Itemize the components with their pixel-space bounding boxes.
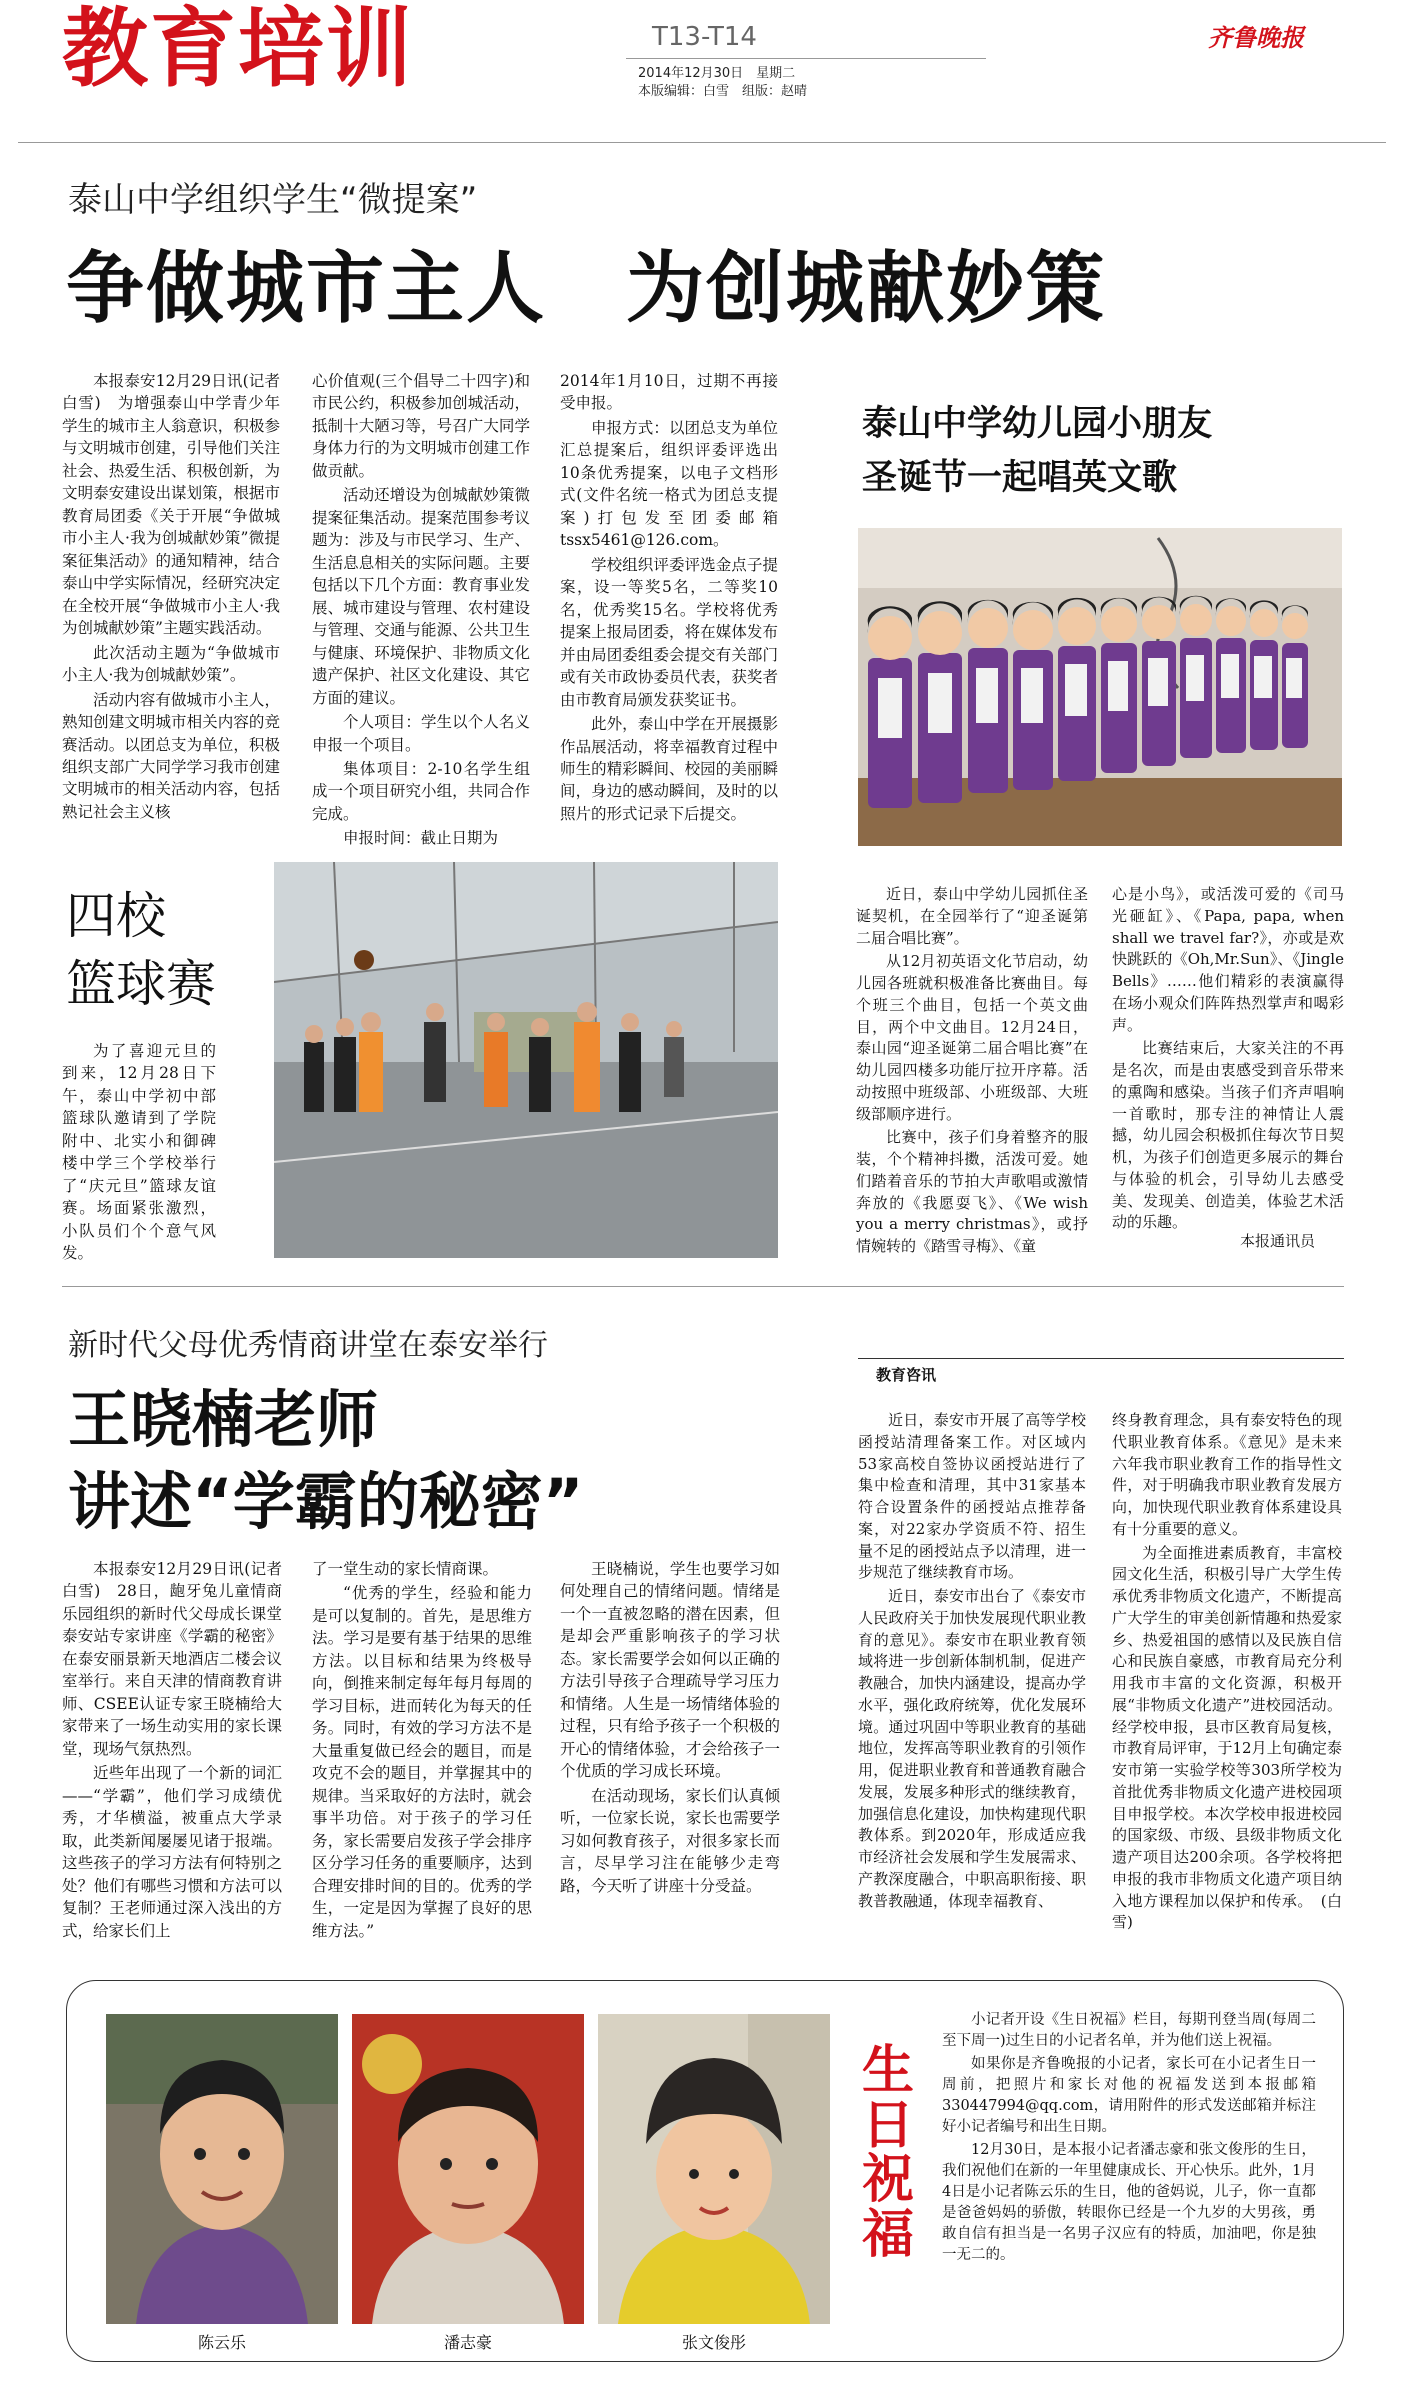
- basketball-headline-2: 篮球赛: [66, 955, 216, 1013]
- article1-paragraph: 学校组织评委评选金点子提案，设一等奖5名，二等奖10名，优秀奖15名。学校将优秀提案上报局团委，将在媒体发布并由局团委组委会提交有关部门或有关市政协委员代表，获奖者由市教育局颁发获奖证书。: [560, 555, 778, 709]
- edu-news-paragraph: 近日，泰安市开展了高等学校函授站清理备案工作。对区域内53家高校自签协议函授站进行了集中检查和清理，其中31家基本符合设置条件的函授站点推荐备案，对22家办学资质不符、招生量不足的函授站点予以清理，进一步规范了继续教育市场。: [858, 1411, 1086, 1582]
- article2-headline-1: 王晓楠老师: [68, 1383, 379, 1456]
- article2-paragraph: 在活动现场，家长们认真倾听，一位家长说，家长也需要学习如何教育孩子，对很多家长而言，尽早学习注在能够少走弯路，今天听了讲座十分受益。: [560, 1786, 780, 1895]
- article1-paragraph: 活动还增设为创城献妙策微提案征集活动。提案范围参考议题为：涉及与市民学习、生产、生活息息相关的实际问题。主要包括以下几个方面：教育事业发展、城市建设与管理、农村建设与管理、交通与能源、公共卫生与健康、环境保护、非物质文化遗产保护、社区文化建设、其它方面的建议。: [312, 486, 530, 707]
- article1-paragraph: 本报泰安12月29日讯(记者 白雪) 为增强泰山中学青少年学生的城市主人翁意识，积极参与文明城市创建，引导他们关注社会、热爱生活、积极创新，为文明泰安建设出谋划策，根据市教育局团委《关于开展“争做城市小主人·我为创城献妙策”微提案征集活动》的通知精神，结合泰山中学实际情况，经研究决定在全校开展“争做城市小主人·我为创城献妙策”主题实践活动。: [62, 372, 296, 638]
- article2-column-2: [312, 1558, 532, 1944]
- article1-paragraph: 集体项目：2-10名学生组成一个项目研究小组，共同合作完成。: [312, 759, 530, 823]
- kid-name-2: 潘志豪: [443, 2333, 492, 2352]
- kindergarten-headline-1: 泰山中学幼儿园小朋友: [862, 404, 1213, 444]
- basketball-photo: [274, 862, 778, 1258]
- edu-news-rule: [858, 1358, 1344, 1359]
- editors-credit: 本版编辑：白雪 组版：赵晴: [638, 84, 808, 99]
- kindergarten-paragraph: 比赛中，孩子们身着整齐的服装，个个精神抖擞，活泼可爱。她们踏着音乐的节拍大声歌唱或激情奔放的《我愿耍飞》、《We wish you a merry christmas》，或抒情婉转的《踏雪寻梅》、《童: [856, 1128, 1088, 1255]
- kid-name-1: 陈云乐: [197, 2333, 246, 2352]
- kid-name-3: 张文俊彤: [681, 2333, 746, 2352]
- article1-paragraph: 心价值观(三个倡导二十四字)和市民公约，积极参加创城活动，抵制十大陋习等，号召广大同学身体力行的为文明城市创建工作做贡献。: [312, 372, 530, 480]
- article1-paragraph: 申报方式：以团总支为单位汇总提案后，组织评委评选出10条优秀提案，以电子文档形式(文件名统一格式为团总支提案)打包发至团委邮箱tssx5461@126.com。: [560, 418, 778, 550]
- kid-photo-3: [598, 2014, 830, 2324]
- edu-news-paragraph: 近日，泰安市出台了《泰安市人民政府关于加快发展现代职业教育的意见》。泰安市在职业教育领域将进一步创新体制机制，促进产教融合，加快内涵建设，提高办学水平，强化政府统筹，优化发展环境。通过巩固中等职业教育的基础地位，发挥高等职业教育的引领作用，促进职业教育和普通教育融合发展，发展多种形式的继续教育，加强信息化建设，加快构建现代职教体系。到2020年，形成适应我市经济社会发展和学生发展需求、产教深度融合，中职高职衔接、职教普教融通，体现幸福教育、: [858, 1587, 1086, 1910]
- article2-headline-2: 讲述“学霸的秘密”: [68, 1465, 584, 1538]
- kid-photo-2: [352, 2014, 584, 2324]
- article1-paragraph: 个人项目：学生以个人名义申报一个项目。: [312, 713, 530, 754]
- kindergarten-paragraph: 从12月初英语文化节启动，幼儿园各班就积极准备比赛曲目。每个班三个曲目，包括一个英文曲目，两个中文曲目。12月24日，泰山园“迎圣诞第二届合唱比赛”在幼儿园四楼多功能厅拉开序幕。活动按照中班级部、小班级部、大班级部顺序进行。: [856, 952, 1088, 1123]
- article1-paragraph: 此外，泰山中学在开展摄影作品展活动，将幸福教育过程中师生的精彩瞬间、校园的美丽瞬间，身边的感动瞬间，及时的以照片的形式记录下后提交。: [560, 715, 778, 823]
- article1-paragraph: 此次活动主题为“争做城市小主人·我为创城献妙策”。: [62, 643, 280, 685]
- article1-column-3: [560, 370, 778, 827]
- edu-news-paragraph: 为全面推进素质教育，丰富校园文化生活，积极引导广大学生传承优秀非物质文化遗产，不断提高广大学生的审美创新情趣和热爱家乡、热爱祖国的感情以及民族自信心和民族自豪感，市教育局充分利用我市丰富的文化资源，积极开展“非物质文化遗产”进校园活动。经学校申报，县市区教育局复核，市教育局评审，于12月上旬确定泰安市第一实验学校等303所学校为首批优秀非物质文化遗产进校园项目申报学校。本次学校申报进校园的国家级、市级、县级非物质文化遗产项目达200余项。各学校将把申报的我市非物质文化遗产项目纳入地方课程加以保护和传承。 (白雪): [1112, 1543, 1342, 1932]
- kindergarten-paragraph: 比赛结束后，大家关注的不再是名次，而是由衷感受到音乐带来的熏陶和感染。当孩子们齐声唱响一首歌时，那专注的神情让人震撼，幼儿园会积极抓住每次节日契机，为孩子们创造更多展示的舞台与体验的机会，引导幼儿去感受美、发现美、创造美，体验艺术活动的乐趣。: [1112, 1039, 1344, 1232]
- page-range: T13-T14: [652, 22, 757, 52]
- article2-paragraph: 了一堂生动的家长情商课。: [312, 1560, 499, 1578]
- edu-news-column-1: [858, 1410, 1086, 1914]
- edu-news-label: 教育咨讯: [876, 1366, 937, 1384]
- article2-paragraph: “优秀的学生，经验和能力是可以复制的。首先，是思维方法。学习是要有基于结果的思维方法。以目标和结果为终极导向，倒推来制定每年每月每周的学习目标，进而转化为每天的任务。同时，有效的学习方法不是大量重复做已经会的题目，而是攻克不会的题目，并掌握其中的规律。当采取好的方法时，就会事半功倍。对于孩子的学习任务，家长需要启发孩子学会排序区分学习任务的重要顺序，达到合理安排时间的目的。优秀的学生，一定是因为掌握了良好的思维方法。”: [312, 1584, 532, 1940]
- choir-photo: [858, 528, 1342, 846]
- article2-paragraph: 本报泰安12月29日讯(记者 白雪) 28日，龅牙兔儿童情商乐园组织的新时代父母成长课堂泰安站专家讲座《学霸的秘密》在泰安丽景新天地酒店二楼会议室举行。来自天津的情商教育讲师、CSEE认证专家王晓楠给大家带来了一场生动实用的家长课堂，现场气氛热烈。: [62, 1560, 298, 1758]
- article2-kicker: 新时代父母优秀情商讲堂在泰安举行: [68, 1328, 548, 1363]
- article1-paragraph: 活动内容有做城市小主人，熟知创建文明城市相关内容的竞赛活动。以团总支为单位，积极组织支部广大同学学习我市创建文明城市的相关活动内容，包括熟记社会主义核: [62, 690, 280, 821]
- basketball-body: [62, 1040, 216, 1267]
- edu-news-paragraph: 终身教育理念，具有泰安特色的现代职业教育体系。《意见》是未来六年我市职业教育工作的指导性文件，对于明确我市职业教育发展方向，加快现代职业教育体系建设具有十分重要的意义。: [1112, 1411, 1342, 1538]
- article1-column-1: [62, 370, 296, 825]
- birthday-paragraph: 小记者开设《生日祝福》栏目，每期刊登当周(每周二至下周一)过生日的小记者名单，并为他们送上祝福。: [942, 2012, 1316, 2050]
- birthday-text: [942, 2010, 1316, 2268]
- brand-logo: 齐鲁晚报: [1208, 23, 1304, 52]
- article1-column-2: [312, 370, 530, 852]
- article2-paragraph: 近些年出现了一个新的词汇——“学霸”，他们学习成绩优秀，才华横溢，被重点大学录取，此类新闻屡屡见诸于报端。这些孩子的学习方法有何特别之处？他们有哪些习惯和方法可以复制？王老师通过深入浅出的方式，给家长们上: [62, 1764, 282, 1940]
- kindergarten-paragraph: 近日，泰山中学幼儿园抓住圣诞契机，在全园举行了“迎圣诞第二届合唱比赛”。: [856, 885, 1088, 947]
- section-title: 教育培训: [62, 0, 414, 99]
- birthday-paragraph: 如果你是齐鲁晚报的小记者，家长可在小记者生日一周前，把照片和家长对他的祝福发送到本报邮箱330447994@qq.com，请用附件的形式发送邮箱并标注好小记者编号和出生日期。: [942, 2056, 1316, 2136]
- article2-column-1: [62, 1558, 298, 1944]
- birthday-title: 生日祝福: [862, 2041, 915, 2265]
- edu-news-column-2: [1112, 1410, 1342, 1936]
- kindergarten-column-2: [1112, 884, 1344, 1236]
- article1-paragraph: 申报时间：截止日期为: [343, 829, 499, 848]
- kindergarten-paragraph: 心是小鸟》，或活泼可爱的《司马光砸缸》、《Papa, papa, when shall we travel far?》，亦或是欢快跳跃的《Oh,Mr.Sun》、《Jingle Bells》……他们精彩的表演赢得在场小观众们阵阵热烈掌声和喝彩声。: [1112, 885, 1344, 1034]
- basketball-headline-1: 四校: [66, 887, 166, 945]
- header-rule-red: [626, 58, 986, 59]
- kindergarten-column-1: [856, 884, 1088, 1260]
- article1-paragraph: 2014年1月10日，过期不再接受申报。: [560, 372, 778, 413]
- article2-paragraph: 王晓楠说，学生也要学习如何处理自己的情绪问题。情绪是一个一直被忽略的潜在因素，但是却会严重影响孩子的学习状态。家长需要学会如何以正确的方法引导孩子合理疏导学习压力和情绪。人生是一场情绪体验的过程，只有给予孩子一个积极的开心的情绪体验，才会给孩子一个优质的学习成长环境。: [560, 1560, 780, 1781]
- birthday-paragraph: 12月30日，是本报小记者潘志豪和张文俊彤的生日，我们祝他们在新的一年里健康成长、开心快乐。此外，1月4日是小记者陈云乐的生日，他的爸妈说，儿子，你一直都是爸爸妈妈的骄傲，转眼你已经是一个九岁的大男孩，勇敢自信有担当是一名男子汉应有的特质，加油吧，你是独一无二的。: [942, 2142, 1316, 2264]
- kid-photo-1: [106, 2014, 338, 2324]
- issue-date: 2014年12月30日 星期二: [638, 66, 796, 81]
- section-divider: [62, 1286, 1344, 1287]
- article1-kicker: 泰山中学组织学生“微提案”: [68, 180, 478, 220]
- kindergarten-headline-2: 圣诞节一起唱英文歌: [862, 458, 1178, 498]
- article2-column-3: [560, 1558, 780, 1899]
- kindergarten-byline: 本报通讯员: [1240, 1232, 1316, 1250]
- basketball-paragraph: 为了喜迎元旦的到来，12月28日下午，泰山中学初中部篮球队邀请到了学院附中、北实小和御碑楼中学三个学校举行了“庆元旦”篮球友谊赛。场面紧张激烈，小队员们个个意气风发。: [62, 1042, 216, 1263]
- article1-headline: 争做城市主人 为创城献妙策: [66, 244, 1107, 334]
- header-rule: [18, 142, 1386, 143]
